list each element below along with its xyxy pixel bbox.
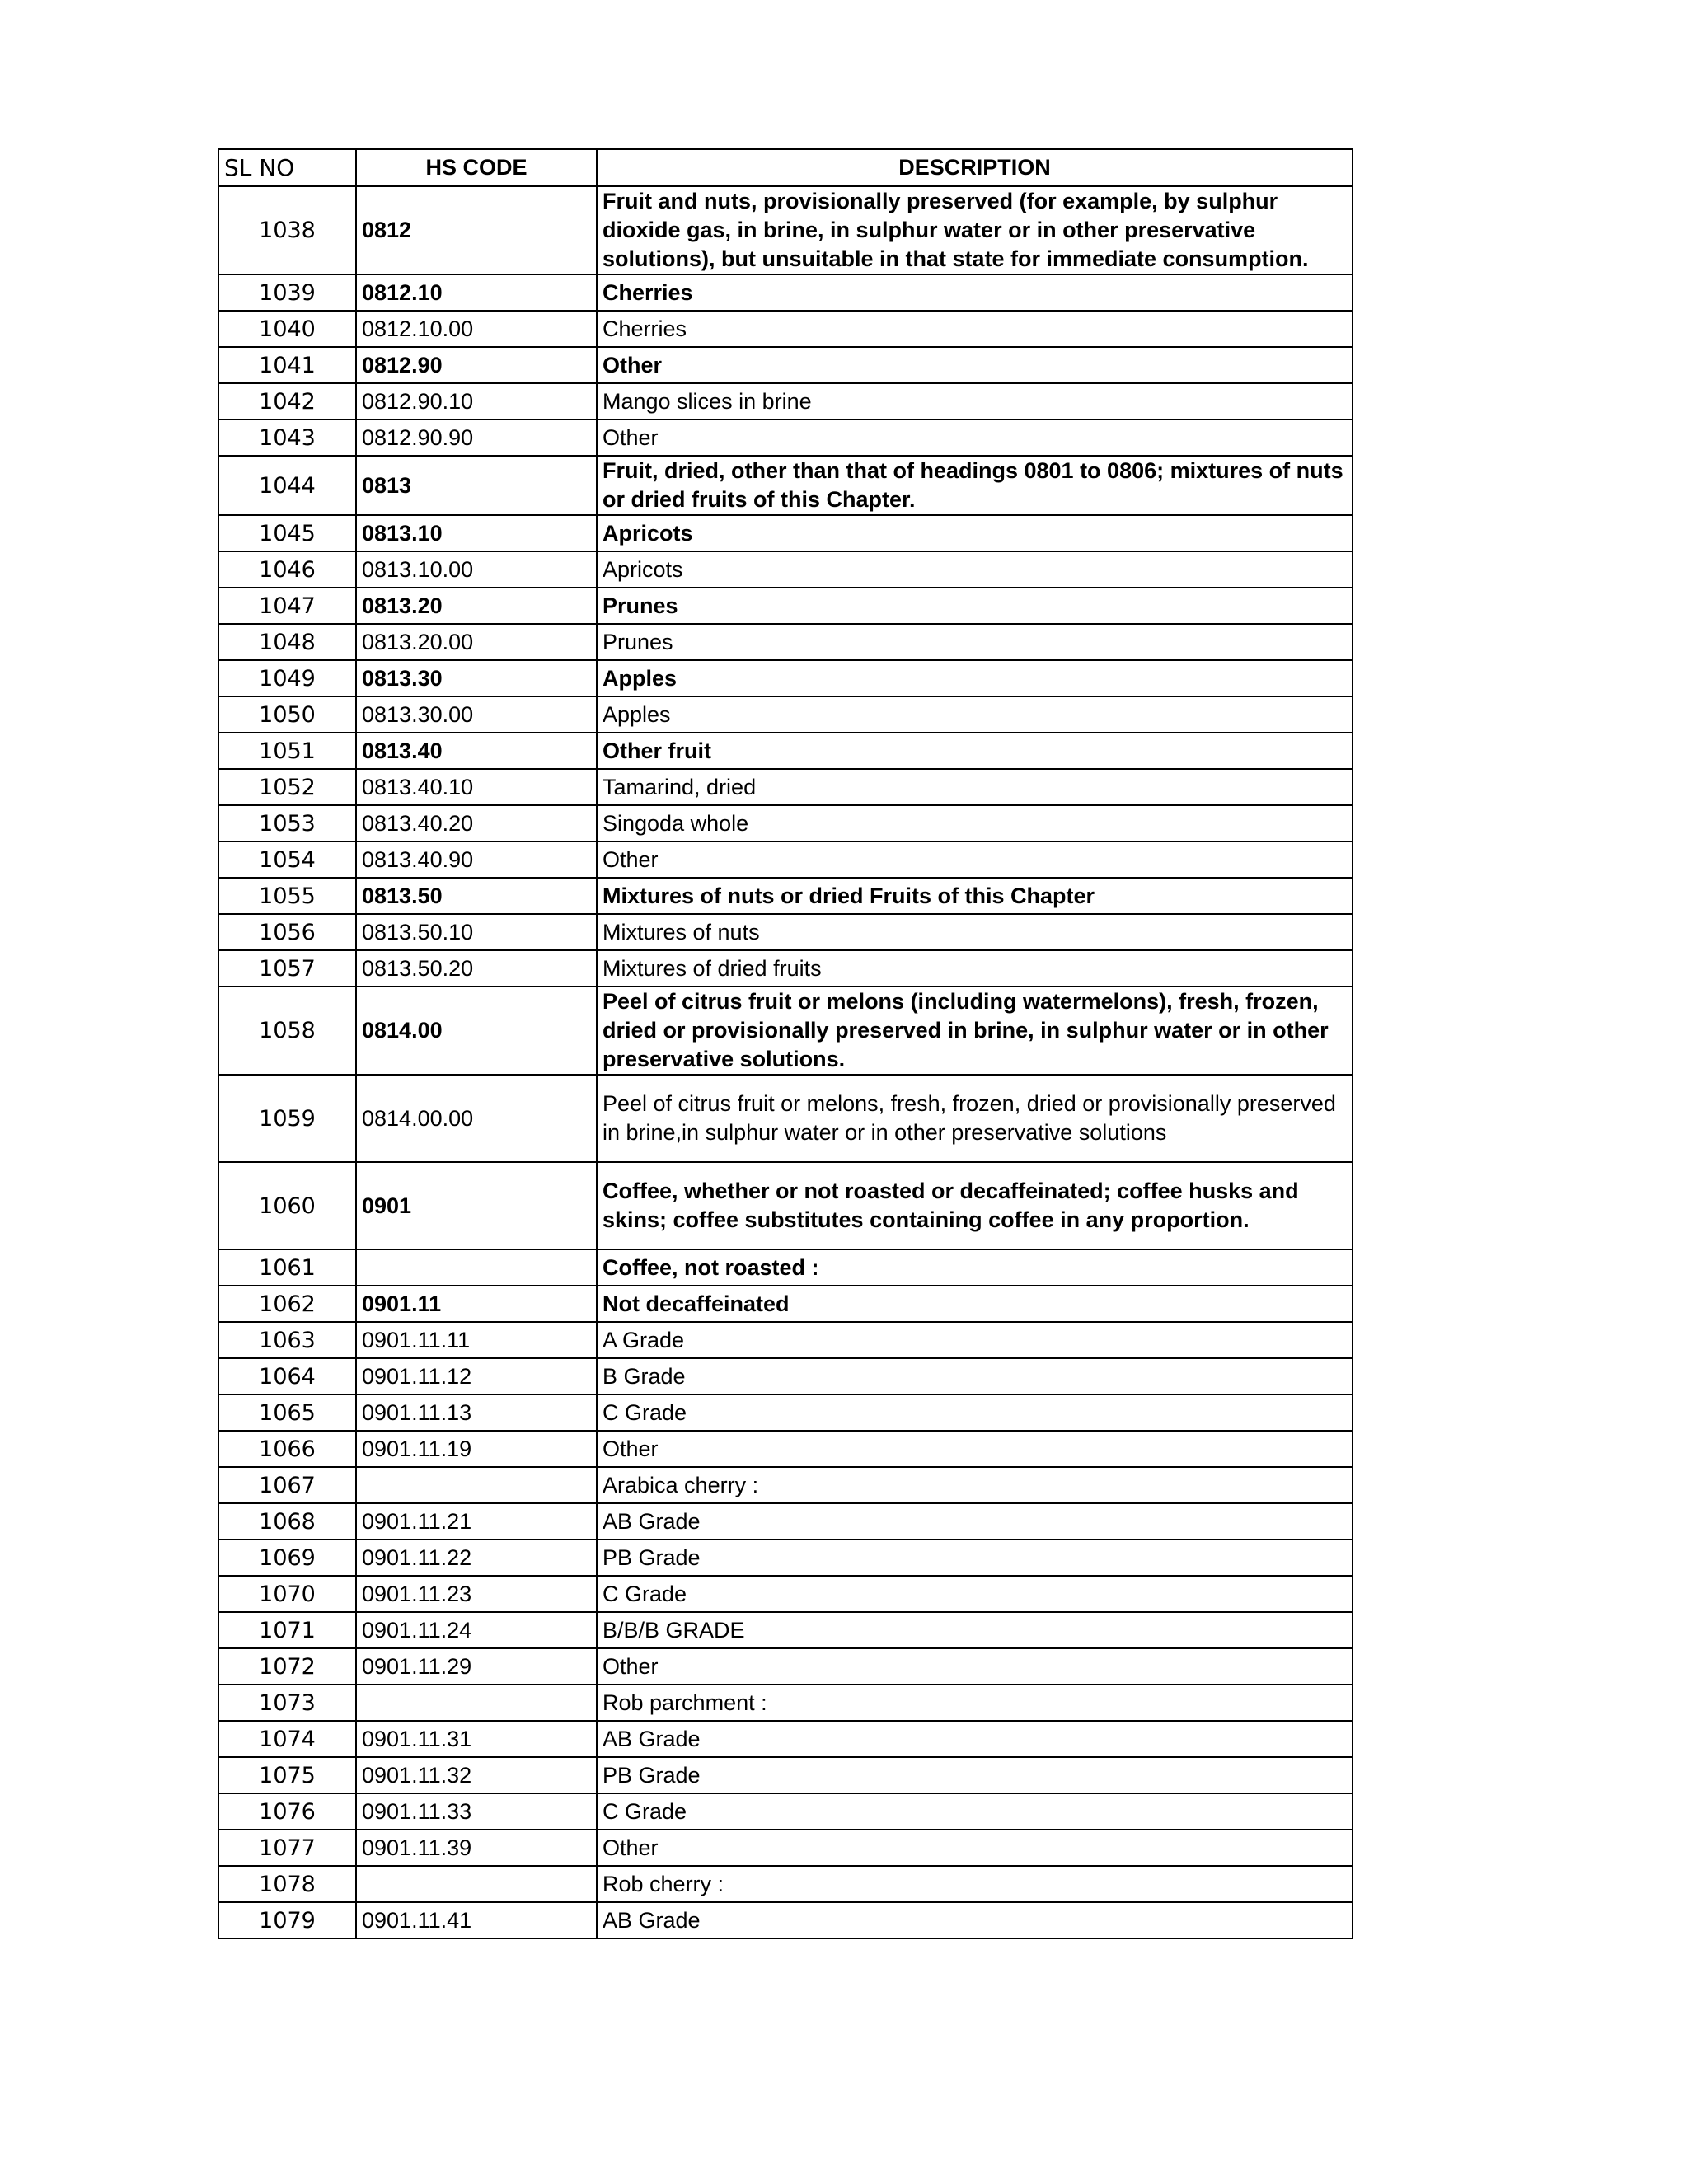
sl-no-cell: 1055 xyxy=(218,878,356,914)
sl-no-cell: 1044 xyxy=(218,456,356,515)
hs-code-cell: 0901.11.13 xyxy=(356,1394,597,1431)
sl-no-cell: 1071 xyxy=(218,1612,356,1648)
hs-code-cell: 0812.10 xyxy=(356,274,597,311)
description-cell: Rob cherry : xyxy=(597,1866,1353,1902)
description-cell: AB Grade xyxy=(597,1721,1353,1757)
sl-no-cell: 1059 xyxy=(218,1075,356,1162)
table-row xyxy=(218,841,1353,878)
header-row xyxy=(218,149,1353,186)
description-cell: Coffee, not roasted : xyxy=(597,1249,1353,1286)
table-row xyxy=(218,456,1353,515)
sl-no-cell: 1058 xyxy=(218,987,356,1075)
table-row xyxy=(218,1162,1353,1249)
description-cell: Fruit and nuts, provisionally preserved (for example, by sulphur dioxide gas, in brine, in sulphur water or in other preservative solutions), but unsuitable in that state for immediate consumption. xyxy=(597,186,1353,274)
description-cell: Prunes xyxy=(597,588,1353,624)
sl-no-cell: 1069 xyxy=(218,1540,356,1576)
sl-no-cell: 1056 xyxy=(218,914,356,950)
description-cell: Other xyxy=(597,841,1353,878)
table-row xyxy=(218,1322,1353,1358)
hs-code-cell: 0812.10.00 xyxy=(356,311,597,347)
description-cell: Other xyxy=(597,1830,1353,1866)
table-row xyxy=(218,588,1353,624)
hs-code-cell: 0901 xyxy=(356,1162,597,1249)
hs-code-cell: 0814.00 xyxy=(356,987,597,1075)
sl-no-cell: 1047 xyxy=(218,588,356,624)
hs-code-cell: 0901.11.21 xyxy=(356,1503,597,1540)
hs-code-cell: 0901.11.29 xyxy=(356,1648,597,1685)
description-cell: Singoda whole xyxy=(597,805,1353,841)
table-row xyxy=(218,186,1353,274)
table-row xyxy=(218,1358,1353,1394)
table-row xyxy=(218,1866,1353,1902)
table-row xyxy=(218,1075,1353,1162)
description-cell: AB Grade xyxy=(597,1902,1353,1938)
table-row xyxy=(218,347,1353,383)
table-row xyxy=(218,733,1353,769)
description-cell: Other xyxy=(597,1431,1353,1467)
hs-code-cell: 0813.50.10 xyxy=(356,914,597,950)
hs-code-cell: 0901.11.39 xyxy=(356,1830,597,1866)
sl-no-cell: 1074 xyxy=(218,1721,356,1757)
sl-no-cell: 1075 xyxy=(218,1757,356,1793)
header-hs-code: HS CODE xyxy=(356,149,597,186)
sl-no-cell: 1040 xyxy=(218,311,356,347)
table-row xyxy=(218,1431,1353,1467)
hs-code-cell: 0901.11.33 xyxy=(356,1793,597,1830)
hs-code-cell: 0812.90.90 xyxy=(356,419,597,456)
hs-code-cell: 0812 xyxy=(356,186,597,274)
hs-code-cell: 0813.30.00 xyxy=(356,696,597,733)
description-cell: Tamarind, dried xyxy=(597,769,1353,805)
description-cell: Peel of citrus fruit or melons, fresh, frozen, dried or provisionally preserved in brine,in sulphur water or in other preservative solutions xyxy=(597,1075,1353,1162)
hs-code-cell: 0901.11.31 xyxy=(356,1721,597,1757)
sl-no-cell: 1060 xyxy=(218,1162,356,1249)
hs-code-cell: 0901.11.23 xyxy=(356,1576,597,1612)
table-row xyxy=(218,1721,1353,1757)
sl-no-cell: 1051 xyxy=(218,733,356,769)
table-row xyxy=(218,624,1353,660)
sl-no-cell: 1054 xyxy=(218,841,356,878)
hs-code-cell xyxy=(356,1866,597,1902)
table-row xyxy=(218,1830,1353,1866)
description-cell: Mixtures of nuts or dried Fruits of this Chapter xyxy=(597,878,1353,914)
table-row xyxy=(218,1576,1353,1612)
table-row xyxy=(218,515,1353,551)
hs-code-cell: 0901.11.22 xyxy=(356,1540,597,1576)
hs-code-cell: 0901.11 xyxy=(356,1286,597,1322)
header-sl-no: SL NO xyxy=(218,149,356,186)
sl-no-cell: 1072 xyxy=(218,1648,356,1685)
hs-code-cell: 0813.40.20 xyxy=(356,805,597,841)
table-row xyxy=(218,987,1353,1075)
sl-no-cell: 1079 xyxy=(218,1902,356,1938)
description-cell: C Grade xyxy=(597,1793,1353,1830)
header-description: DESCRIPTION xyxy=(597,149,1353,186)
table-row xyxy=(218,1503,1353,1540)
description-cell: Prunes xyxy=(597,624,1353,660)
table-row xyxy=(218,1793,1353,1830)
table-row xyxy=(218,950,1353,987)
description-cell: Apricots xyxy=(597,551,1353,588)
sl-no-cell: 1068 xyxy=(218,1503,356,1540)
sl-no-cell: 1065 xyxy=(218,1394,356,1431)
sl-no-cell: 1043 xyxy=(218,419,356,456)
table-row xyxy=(218,274,1353,311)
hs-code-cell: 0813.40.10 xyxy=(356,769,597,805)
table-row xyxy=(218,383,1353,419)
hs-code-cell: 0901.11.12 xyxy=(356,1358,597,1394)
sl-no-cell: 1057 xyxy=(218,950,356,987)
sl-no-cell: 1050 xyxy=(218,696,356,733)
sl-no-cell: 1076 xyxy=(218,1793,356,1830)
hs-code-cell: 0812.90.10 xyxy=(356,383,597,419)
description-cell: Apples xyxy=(597,660,1353,696)
hs-code-table xyxy=(218,148,1353,1939)
hs-code-cell: 0813.10 xyxy=(356,515,597,551)
sl-no-cell: 1049 xyxy=(218,660,356,696)
description-cell: Coffee, whether or not roasted or decaffeinated; coffee husks and skins; coffee substitutes containing coffee in any proportion. xyxy=(597,1162,1353,1249)
sl-no-cell: 1048 xyxy=(218,624,356,660)
table-row xyxy=(218,1249,1353,1286)
table-row xyxy=(218,696,1353,733)
sl-no-cell: 1038 xyxy=(218,186,356,274)
sl-no-cell: 1063 xyxy=(218,1322,356,1358)
table-row xyxy=(218,1648,1353,1685)
table-row xyxy=(218,419,1353,456)
table-row xyxy=(218,1394,1353,1431)
description-cell: Not decaffeinated xyxy=(597,1286,1353,1322)
description-cell: Apples xyxy=(597,696,1353,733)
hs-code-cell: 0901.11.32 xyxy=(356,1757,597,1793)
sl-no-cell: 1077 xyxy=(218,1830,356,1866)
sl-no-cell: 1073 xyxy=(218,1685,356,1721)
table-row xyxy=(218,1286,1353,1322)
hs-code-cell: 0813 xyxy=(356,456,597,515)
description-cell: Mixtures of dried fruits xyxy=(597,950,1353,987)
description-cell: B/B/B GRADE xyxy=(597,1612,1353,1648)
table-row xyxy=(218,878,1353,914)
table-body xyxy=(218,186,1353,1938)
table-row xyxy=(218,551,1353,588)
hs-code-cell: 0813.50 xyxy=(356,878,597,914)
table-row xyxy=(218,1685,1353,1721)
table-row xyxy=(218,1540,1353,1576)
description-cell: Mango slices in brine xyxy=(597,383,1353,419)
hs-code-cell: 0901.11.24 xyxy=(356,1612,597,1648)
sl-no-cell: 1045 xyxy=(218,515,356,551)
hs-code-cell: 0814.00.00 xyxy=(356,1075,597,1162)
hs-code-cell xyxy=(356,1249,597,1286)
description-cell: C Grade xyxy=(597,1576,1353,1612)
hs-code-cell: 0813.20 xyxy=(356,588,597,624)
description-cell: A Grade xyxy=(597,1322,1353,1358)
table-row xyxy=(218,1902,1353,1938)
table-row xyxy=(218,1467,1353,1503)
hs-code-cell: 0813.30 xyxy=(356,660,597,696)
hs-code-cell xyxy=(356,1467,597,1503)
hs-code-cell: 0813.20.00 xyxy=(356,624,597,660)
sl-no-cell: 1042 xyxy=(218,383,356,419)
hs-code-cell: 0812.90 xyxy=(356,347,597,383)
table-row xyxy=(218,769,1353,805)
hs-code-cell: 0813.10.00 xyxy=(356,551,597,588)
description-cell: Cherries xyxy=(597,311,1353,347)
sl-no-cell: 1061 xyxy=(218,1249,356,1286)
description-cell: Apricots xyxy=(597,515,1353,551)
hs-code-cell: 0813.50.20 xyxy=(356,950,597,987)
sl-no-cell: 1066 xyxy=(218,1431,356,1467)
table-row xyxy=(218,1612,1353,1648)
sl-no-cell: 1039 xyxy=(218,274,356,311)
description-cell: PB Grade xyxy=(597,1540,1353,1576)
table-row xyxy=(218,914,1353,950)
hs-code-cell: 0901.11.11 xyxy=(356,1322,597,1358)
description-cell: Mixtures of nuts xyxy=(597,914,1353,950)
sl-no-cell: 1067 xyxy=(218,1467,356,1503)
description-cell: Cherries xyxy=(597,274,1353,311)
description-cell: Arabica cherry : xyxy=(597,1467,1353,1503)
hs-code-cell: 0813.40.90 xyxy=(356,841,597,878)
description-cell: AB Grade xyxy=(597,1503,1353,1540)
table-row xyxy=(218,311,1353,347)
sl-no-cell: 1062 xyxy=(218,1286,356,1322)
hs-code-cell: 0901.11.41 xyxy=(356,1902,597,1938)
hs-code-cell: 0813.40 xyxy=(356,733,597,769)
hs-code-cell: 0901.11.19 xyxy=(356,1431,597,1467)
sl-no-cell: 1046 xyxy=(218,551,356,588)
table-row xyxy=(218,660,1353,696)
description-cell: PB Grade xyxy=(597,1757,1353,1793)
hs-code-cell xyxy=(356,1685,597,1721)
sl-no-cell: 1041 xyxy=(218,347,356,383)
sl-no-cell: 1078 xyxy=(218,1866,356,1902)
description-cell: Other xyxy=(597,1648,1353,1685)
description-cell: Peel of citrus fruit or melons (including watermelons), fresh, frozen, dried or provisionally preserved in brine, in sulphur water or in other preservative solutions. xyxy=(597,987,1353,1075)
table-row xyxy=(218,1757,1353,1793)
description-cell: Other fruit xyxy=(597,733,1353,769)
description-cell: C Grade xyxy=(597,1394,1353,1431)
description-cell: Fruit, dried, other than that of headings 0801 to 0806; mixtures of nuts or dried fruits of this Chapter. xyxy=(597,456,1353,515)
description-cell: Rob parchment : xyxy=(597,1685,1353,1721)
sl-no-cell: 1052 xyxy=(218,769,356,805)
table-row xyxy=(218,805,1353,841)
description-cell: Other xyxy=(597,347,1353,383)
sl-no-cell: 1053 xyxy=(218,805,356,841)
sl-no-cell: 1070 xyxy=(218,1576,356,1612)
description-cell: Other xyxy=(597,419,1353,456)
sl-no-cell: 1064 xyxy=(218,1358,356,1394)
description-cell: B Grade xyxy=(597,1358,1353,1394)
